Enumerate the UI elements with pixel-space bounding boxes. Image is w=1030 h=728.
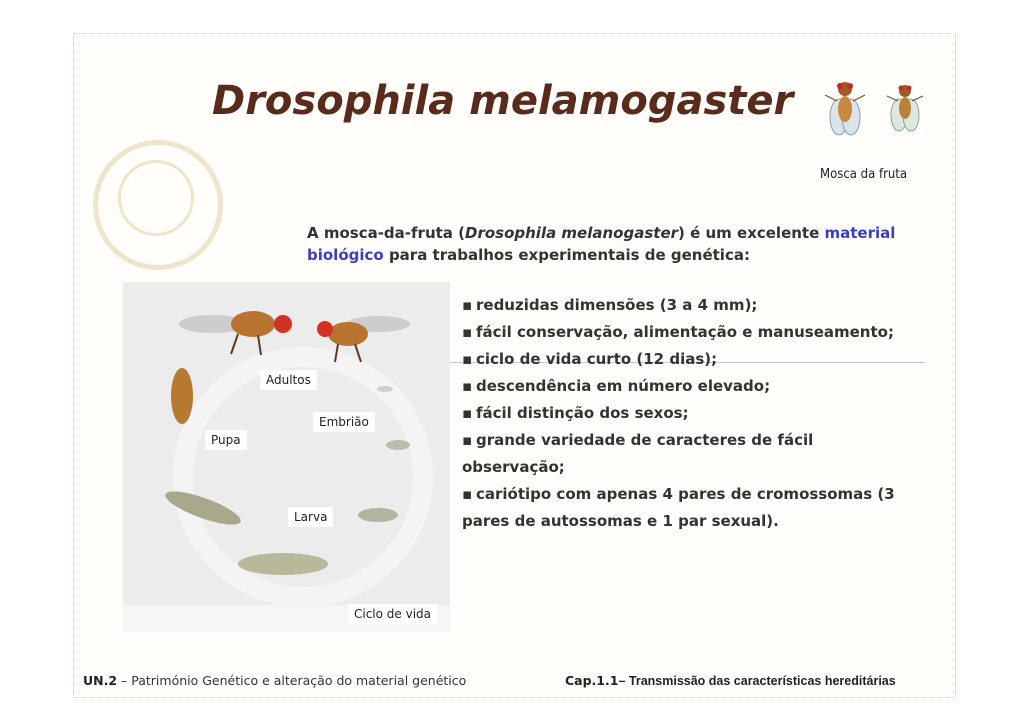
list-item: ▪ ciclo de vida curto (12 dias); [462, 346, 932, 373]
list-item-continuation: pares de autossomas e 1 par sexual). [462, 512, 779, 530]
fly-caption: Mosca da fruta [820, 167, 908, 182]
fruit-flies-illustration [815, 65, 930, 155]
embryo-icon [386, 440, 410, 450]
footer-chapter [565, 673, 896, 688]
footer-chapter-code: Cap.1.1 [565, 673, 619, 688]
footer-unit-code: UN.2 [83, 673, 118, 688]
intro-text-1: A mosca-da-fruta ( [307, 224, 465, 242]
intro-text-2: ) é um excelente [678, 224, 825, 242]
list-item-continuation: observação; [462, 458, 565, 476]
footer-unit [83, 673, 466, 688]
label-pupa: Pupa [205, 430, 247, 450]
larva-small-icon [358, 508, 398, 522]
adult-fly-left-icon [179, 311, 292, 355]
pupa-icon [171, 368, 193, 424]
intro-paragraph [307, 222, 922, 266]
label-larva: Larva [288, 507, 333, 527]
label-embriao: Embrião [313, 412, 375, 432]
larva-large-icon [238, 553, 328, 575]
male-fly-icon [887, 85, 923, 131]
female-fly-icon [825, 82, 865, 135]
life-cycle-image [123, 282, 450, 632]
intro-text-3: para trabalhos experimentais de genética: [383, 246, 750, 264]
footer-chapter-title: – Transmissão das características hereditárias [618, 674, 896, 688]
footer-unit-title: – Património Genético e alteração do material genético [117, 673, 467, 688]
list-item: ▪ fácil distinção dos sexos; [462, 400, 932, 427]
life-cycle-ring [123, 282, 450, 632]
list-item: ▪ descendência em número elevado; [462, 373, 932, 400]
label-adultos: Adultos [260, 370, 317, 390]
intro-species-name: Drosophila melanogaster [465, 224, 679, 242]
list-item: ▪ grande variedade de caracteres de fácil [462, 427, 932, 454]
intro-highlight: material biológico [307, 224, 896, 264]
list-item: ▪ reduzidas dimensões (3 a 4 mm); [462, 292, 932, 319]
page-title: Drosophila melamogaster [212, 78, 794, 124]
egg-icon [377, 386, 393, 392]
list-item: ▪ fácil conservação, alimentação e manuseamento; [462, 319, 932, 346]
label-ciclo-de-vida: Ciclo de vida [348, 604, 437, 624]
decorative-circle-small [118, 160, 194, 236]
list-item: ▪ cariótipo com apenas 4 pares de cromossomas (3 [462, 481, 932, 508]
characteristics-list [462, 292, 932, 535]
